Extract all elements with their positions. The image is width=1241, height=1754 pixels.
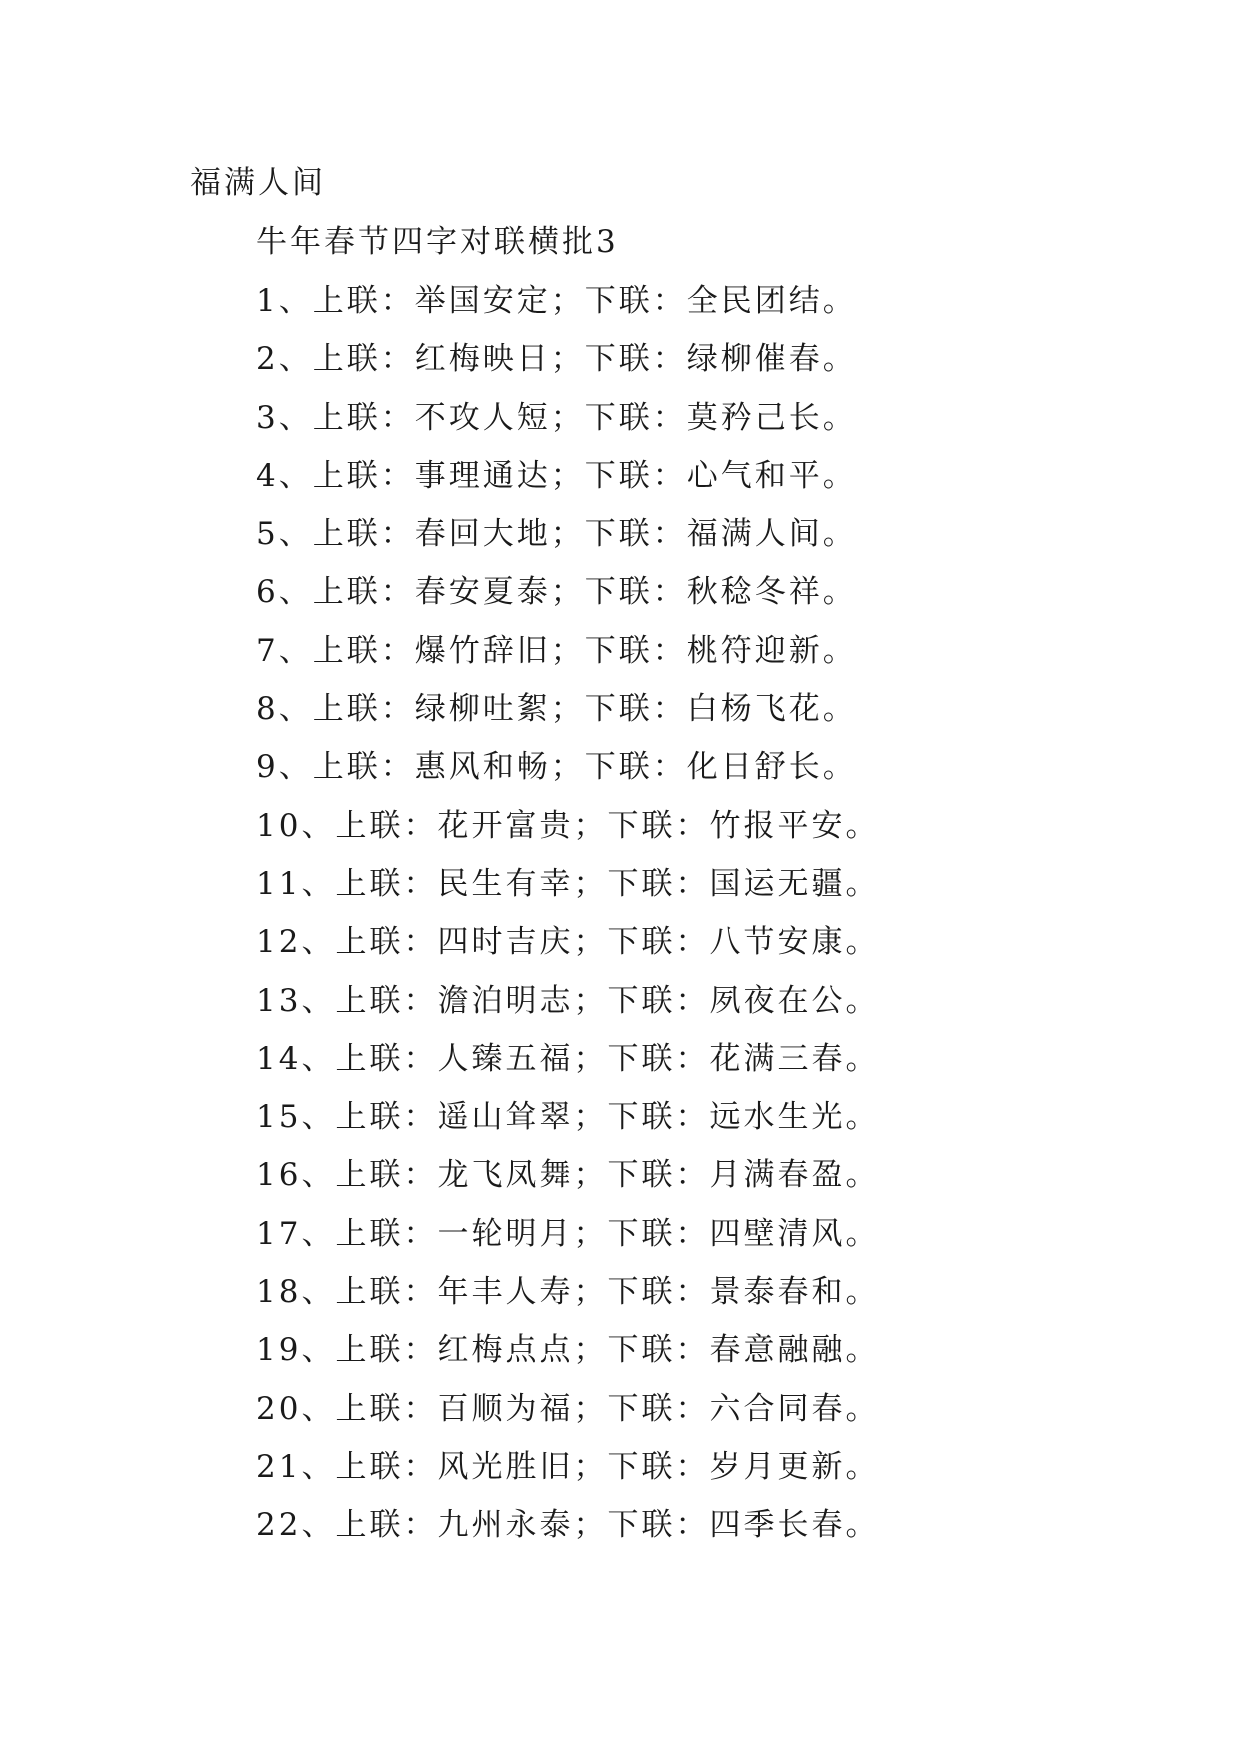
couplet-item: 13、上联：澹泊明志；下联：夙夜在公。 [256, 982, 880, 1019]
couplet-item: 6、上联：春安夏泰；下联：秋稔冬祥。 [256, 574, 857, 611]
couplet-item: 2、上联：红梅映日；下联：绿柳催春。 [256, 341, 857, 378]
couplet-item: 18、上联：年丰人寿；下联：景泰春和。 [256, 1274, 880, 1311]
intro-line: 福满人间 [190, 165, 326, 201]
couplet-item: 10、上联：花开富贵；下联：竹报平安。 [256, 807, 880, 844]
couplet-list [256, 281, 879, 1564]
couplet-item: 15、上联：遥山耸翠；下联：远水生光。 [256, 1099, 880, 1136]
couplet-item: 11、上联：民生有幸；下联：国运无疆。 [256, 865, 880, 902]
couplet-item: 17、上联：一轮明月；下联：四壁清风。 [256, 1215, 880, 1252]
section-heading: 牛年春节四字对联横批3 [256, 224, 619, 260]
couplet-item: 3、上联：不攻人短；下联：莫矜己长。 [256, 399, 857, 436]
couplet-item: 7、上联：爆竹辞旧；下联：桃符迎新。 [256, 632, 857, 669]
couplet-item: 19、上联：红梅点点；下联：春意融融。 [256, 1332, 880, 1369]
couplet-item: 14、上联：人臻五福；下联：花满三春。 [256, 1040, 880, 1077]
couplet-item: 4、上联：事理通达；下联：心气和平。 [256, 457, 857, 494]
couplet-item: 9、上联：惠风和畅；下联：化日舒长。 [256, 749, 857, 786]
couplet-item: 20、上联：百顺为福；下联：六合同春。 [256, 1390, 880, 1427]
couplet-item: 22、上联：九州永泰；下联：四季长春。 [256, 1507, 880, 1544]
couplet-item: 1、上联：举国安定；下联：全民团结。 [256, 283, 857, 319]
couplet-item: 8、上联：绿柳吐絮；下联：白杨飞花。 [256, 691, 857, 728]
couplet-item: 16、上联：龙飞凤舞；下联：月满春盈。 [256, 1157, 880, 1194]
couplet-item: 12、上联：四时吉庆；下联：八节安康。 [256, 924, 880, 961]
couplet-item: 21、上联：风光胜旧；下联：岁月更新。 [256, 1448, 880, 1485]
couplet-item: 5、上联：春回大地；下联：福满人间。 [256, 516, 857, 553]
